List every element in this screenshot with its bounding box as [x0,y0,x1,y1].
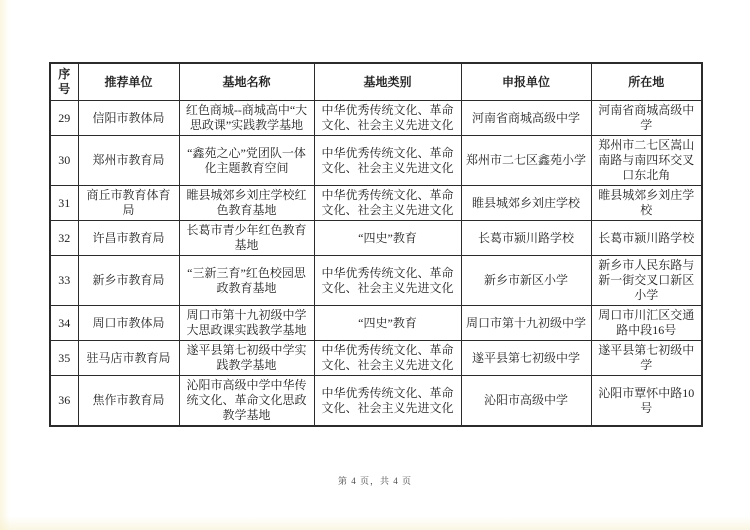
table-cell-recommending-unit: 信阳市教体局 [78,101,179,136]
column-header-declaring-unit: 申报单位 [461,63,591,101]
column-header-location: 所在地 [591,63,702,101]
table-cell-no: 30 [50,136,78,186]
table-header [50,63,702,101]
table-cell-declaring-unit: 睢县城郊乡刘庄学校 [461,186,591,221]
table-cell-base-category: 中华优秀传统文化、革命文化、社会主义先进文化 [314,376,461,427]
table-cell-no: 32 [50,221,78,256]
table-cell-no: 36 [50,376,78,427]
table-cell-declaring-unit: 新乡市新区小学 [461,256,591,306]
table-cell-base-category: 中华优秀传统文化、革命文化、社会主义先进文化 [314,341,461,376]
table-cell-no: 31 [50,186,78,221]
table-cell-location: 睢县城郊乡刘庄学校 [591,186,702,221]
table-row [50,221,702,256]
table-cell-recommending-unit: 新乡市教育局 [78,256,179,306]
table-cell-base-name: 周口市第十九初级中学大思政课实践教学基地 [179,306,314,341]
table-cell-declaring-unit: 河南省商城高级中学 [461,101,591,136]
table-body [50,101,702,427]
table-cell-recommending-unit: 许昌市教育局 [78,221,179,256]
table-cell-location: 新乡市人民东路与新一街交叉口新区小学 [591,256,702,306]
table-cell-location: 郑州市二七区嵩山南路与南四环交叉口东北角 [591,136,702,186]
column-header-no: 序号 [50,63,78,101]
table-cell-recommending-unit: 驻马店市教育局 [78,341,179,376]
table-cell-base-category: “四史”教育 [314,306,461,341]
table-cell-declaring-unit: 郑州市二七区鑫苑小学 [461,136,591,186]
table-cell-location: 长葛市颍川路学校 [591,221,702,256]
table-cell-base-name: 遂平县第七初级中学实践教学基地 [179,341,314,376]
column-header-base-category: 基地类别 [314,63,461,101]
table-row [50,256,702,306]
table-cell-base-category: “四史”教育 [314,221,461,256]
table-cell-recommending-unit: 郑州市教育局 [78,136,179,186]
table-cell-base-name: “三新三育”红色校园思政教育基地 [179,256,314,306]
table-cell-location: 河南省商城高级中学 [591,101,702,136]
page-number: 第 4 页，共 4 页 [337,476,412,486]
table-row [50,186,702,221]
table-cell-recommending-unit: 焦作市教育局 [78,376,179,427]
table-cell-base-name: 红色商城--商城高中“大思政课”实践教学基地 [179,101,314,136]
table-cell-base-name: “鑫苑之心”党团队一体化主题教育空间 [179,136,314,186]
column-header-base-name: 基地名称 [179,63,314,101]
table-cell-no: 33 [50,256,78,306]
table-cell-base-name: 沁阳市高级中学中华传统文化、革命文化思政教学基地 [179,376,314,427]
table-cell-location: 遂平县第七初级中学 [591,341,702,376]
table-cell-base-name: 长葛市青少年红色教育基地 [179,221,314,256]
table-cell-base-category: 中华优秀传统文化、革命文化、社会主义先进文化 [314,136,461,186]
table-row [50,341,702,376]
table-row [50,306,702,341]
table-cell-declaring-unit: 长葛市颍川路学校 [461,221,591,256]
table-cell-base-name: 睢县城郊乡刘庄学校红色教育基地 [179,186,314,221]
table-cell-recommending-unit: 周口市教体局 [78,306,179,341]
table-cell-location: 周口市川汇区交通路中段16号 [591,306,702,341]
table-cell-no: 29 [50,101,78,136]
column-header-recommending-unit: 推荐单位 [78,63,179,101]
scan-edge-bottom [0,516,750,530]
table-cell-location: 沁阳市覃怀中路10号 [591,376,702,427]
table-row [50,101,702,136]
table-cell-no: 35 [50,341,78,376]
table-cell-base-category: 中华优秀传统文化、革命文化、社会主义先进文化 [314,186,461,221]
table-cell-declaring-unit: 遂平县第七初级中学 [461,341,591,376]
table-cell-base-category: 中华优秀传统文化、革命文化、社会主义先进文化 [314,101,461,136]
table-cell-base-category: 中华优秀传统文化、革命文化、社会主义先进文化 [314,256,461,306]
table-cell-recommending-unit: 商丘市教育体育局 [78,186,179,221]
table-cell-declaring-unit: 周口市第十九初级中学 [461,306,591,341]
table-cell-no: 34 [50,306,78,341]
table-row [50,376,702,427]
table-cell-declaring-unit: 沁阳市高级中学 [461,376,591,427]
base-list-table [49,62,703,427]
table-row [50,136,702,186]
header-row [50,63,702,101]
scan-edge-left [0,0,10,530]
